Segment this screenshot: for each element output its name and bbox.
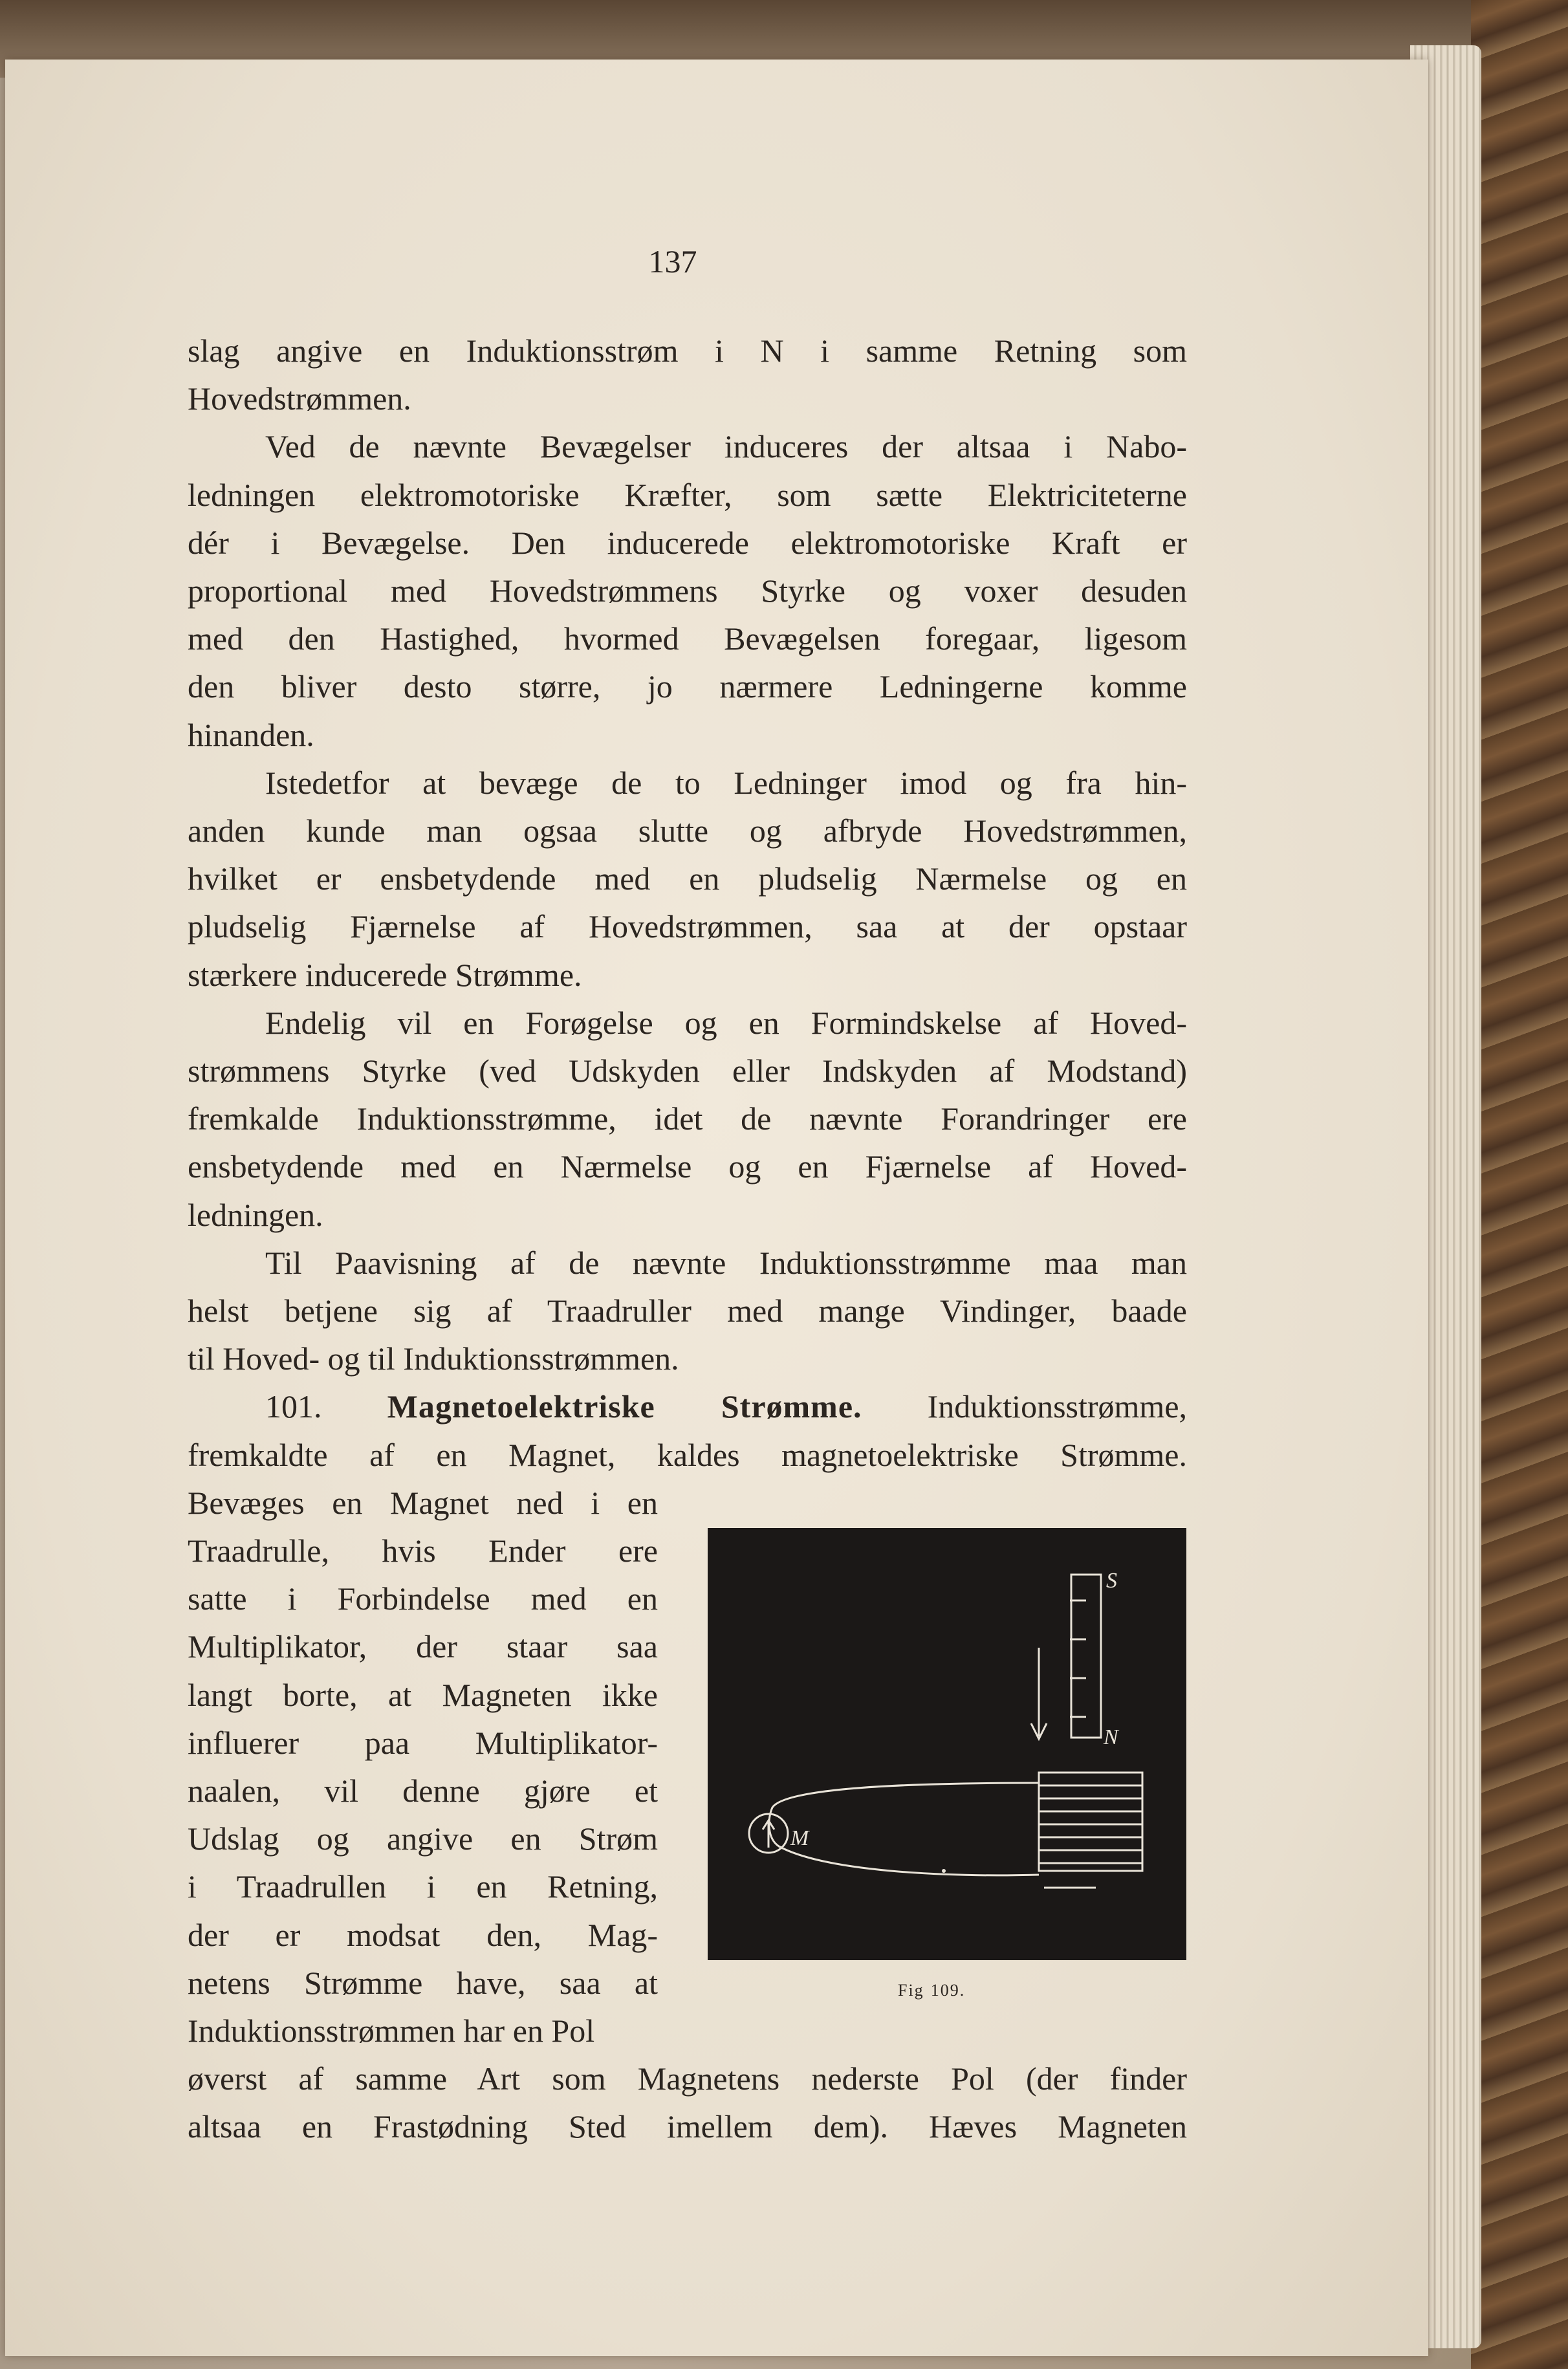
text-line: Ved de nævnte Bevægelser induceres der altsaa i Nabo- (265, 428, 1187, 464)
section-lead-text: Induktionsstrømme, (927, 1388, 1188, 1425)
text-line: Hovedstrømmen. (188, 380, 411, 417)
label-M: M (790, 1826, 809, 1850)
label-S: S (1106, 1569, 1117, 1593)
text-line-narrow: Multiplikator, der staar saa (188, 1628, 658, 1665)
figure-caption-number: 109. (930, 1981, 966, 2000)
figure-109-illustration (708, 1528, 1186, 1960)
text-line: den bliver desto større, jo nærmere Ledningerne komme (188, 668, 1187, 704)
text-line: altsaa en Frastødning Sted imellem dem). Hæves Magneten (188, 2108, 1187, 2145)
text-line: proportional med Hovedstrømmens Styrke og voxer desuden (188, 573, 1187, 609)
text-line: helst betjene sig af Traadruller med mange Vindinger, baade (188, 1293, 1187, 1329)
text-line: til Hoved- og til Induktionsstrømmen. (188, 1340, 679, 1377)
text-line: Til Paavisning af de nævnte Induktionsstrømme maa man (265, 1245, 1187, 1281)
text-line: øverst af samme Art som Magnetens nederste Pol (der finder (188, 2060, 1187, 2097)
text-line: ledningen elektromotoriske Kræfter, som sætte Elektriciteterne (188, 477, 1187, 513)
text-line-narrow: netens Strømme have, saa at (188, 1965, 658, 2001)
figure-caption (898, 1981, 975, 2000)
section-heading-line (265, 1382, 1187, 1430)
label-N: N (1104, 1725, 1118, 1749)
text-line-narrow: langt borte, at Magneten ikke (188, 1677, 658, 1713)
section-title: Magnetoelektriske Strømme. (387, 1388, 862, 1425)
text-line: Istedetfor at bevæge de to Ledninger imod og fra hin- (265, 765, 1187, 801)
text-line-narrow: Induktionsstrømmen har en Pol (188, 2013, 595, 2049)
page-number: 137 (648, 243, 697, 279)
text-line: fremkaldte af en Magnet, kaldes magnetoelektriske Strømme. (188, 1437, 1187, 1473)
text-line: pludselig Fjærnelse af Hovedstrømmen, saa at der opstaar (188, 908, 1187, 944)
text-line: ledningen. (188, 1197, 323, 1233)
text-line: stærkere inducerede Strømme. (188, 957, 582, 993)
text-line: slag angive en Induktionsstrøm i N i samme Retning som (188, 333, 1187, 369)
figure-caption-prefix: Fig (898, 1981, 924, 2000)
coil (1039, 1773, 1142, 1871)
text-line: ensbetydende med en Nærmelse og en Fjærnelse af Hoved- (188, 1148, 1187, 1184)
text-line-narrow: der er modsat den, Mag- (188, 1917, 658, 1953)
cover-right-edge (1471, 0, 1568, 2369)
wire-loop (769, 1783, 1039, 1875)
text-line: hinanden. (188, 717, 314, 753)
magnet-bar (1071, 1575, 1101, 1738)
section-number: 101. (265, 1388, 322, 1425)
text-line: dér i Bevægelse. Den inducerede elektromotoriske Kraft er (188, 525, 1187, 561)
text-line-narrow: naalen, vil denne gjøre et (188, 1773, 658, 1809)
text-line-narrow: i Traadrullen i en Retning, (188, 1868, 658, 1905)
text-line: Endelig vil en Forøgelse og en Formindskelse af Hoved- (265, 1005, 1187, 1041)
text-line: hvilket er ensbetydende med en pludselig Nærmelse og en (188, 860, 1187, 897)
text-line-narrow: influerer paa Multiplikator- (188, 1725, 658, 1761)
text-line: fremkalde Induktionsstrømme, idet de nævnte Forandringer ere (188, 1100, 1187, 1137)
text-line-narrow: Bevæges en Magnet ned i en (188, 1485, 658, 1521)
figure-svg (708, 1528, 1186, 1960)
text-line-narrow: Traadrulle, hvis Ender ere (188, 1533, 658, 1569)
text-line: med den Hastighed, hvormed Bevægelsen foregaar, ligesom (188, 620, 1187, 657)
text-line-narrow: satte i Forbindelse med en (188, 1580, 658, 1617)
text-line: anden kunde man ogsaa slutte og afbryde Hovedstrømmen, (188, 813, 1187, 849)
text-line: strømmens Styrke (ved Udskyden eller Indskyden af Modstand) (188, 1053, 1187, 1089)
text-line-narrow: Udslag og angive en Strøm (188, 1820, 658, 1857)
